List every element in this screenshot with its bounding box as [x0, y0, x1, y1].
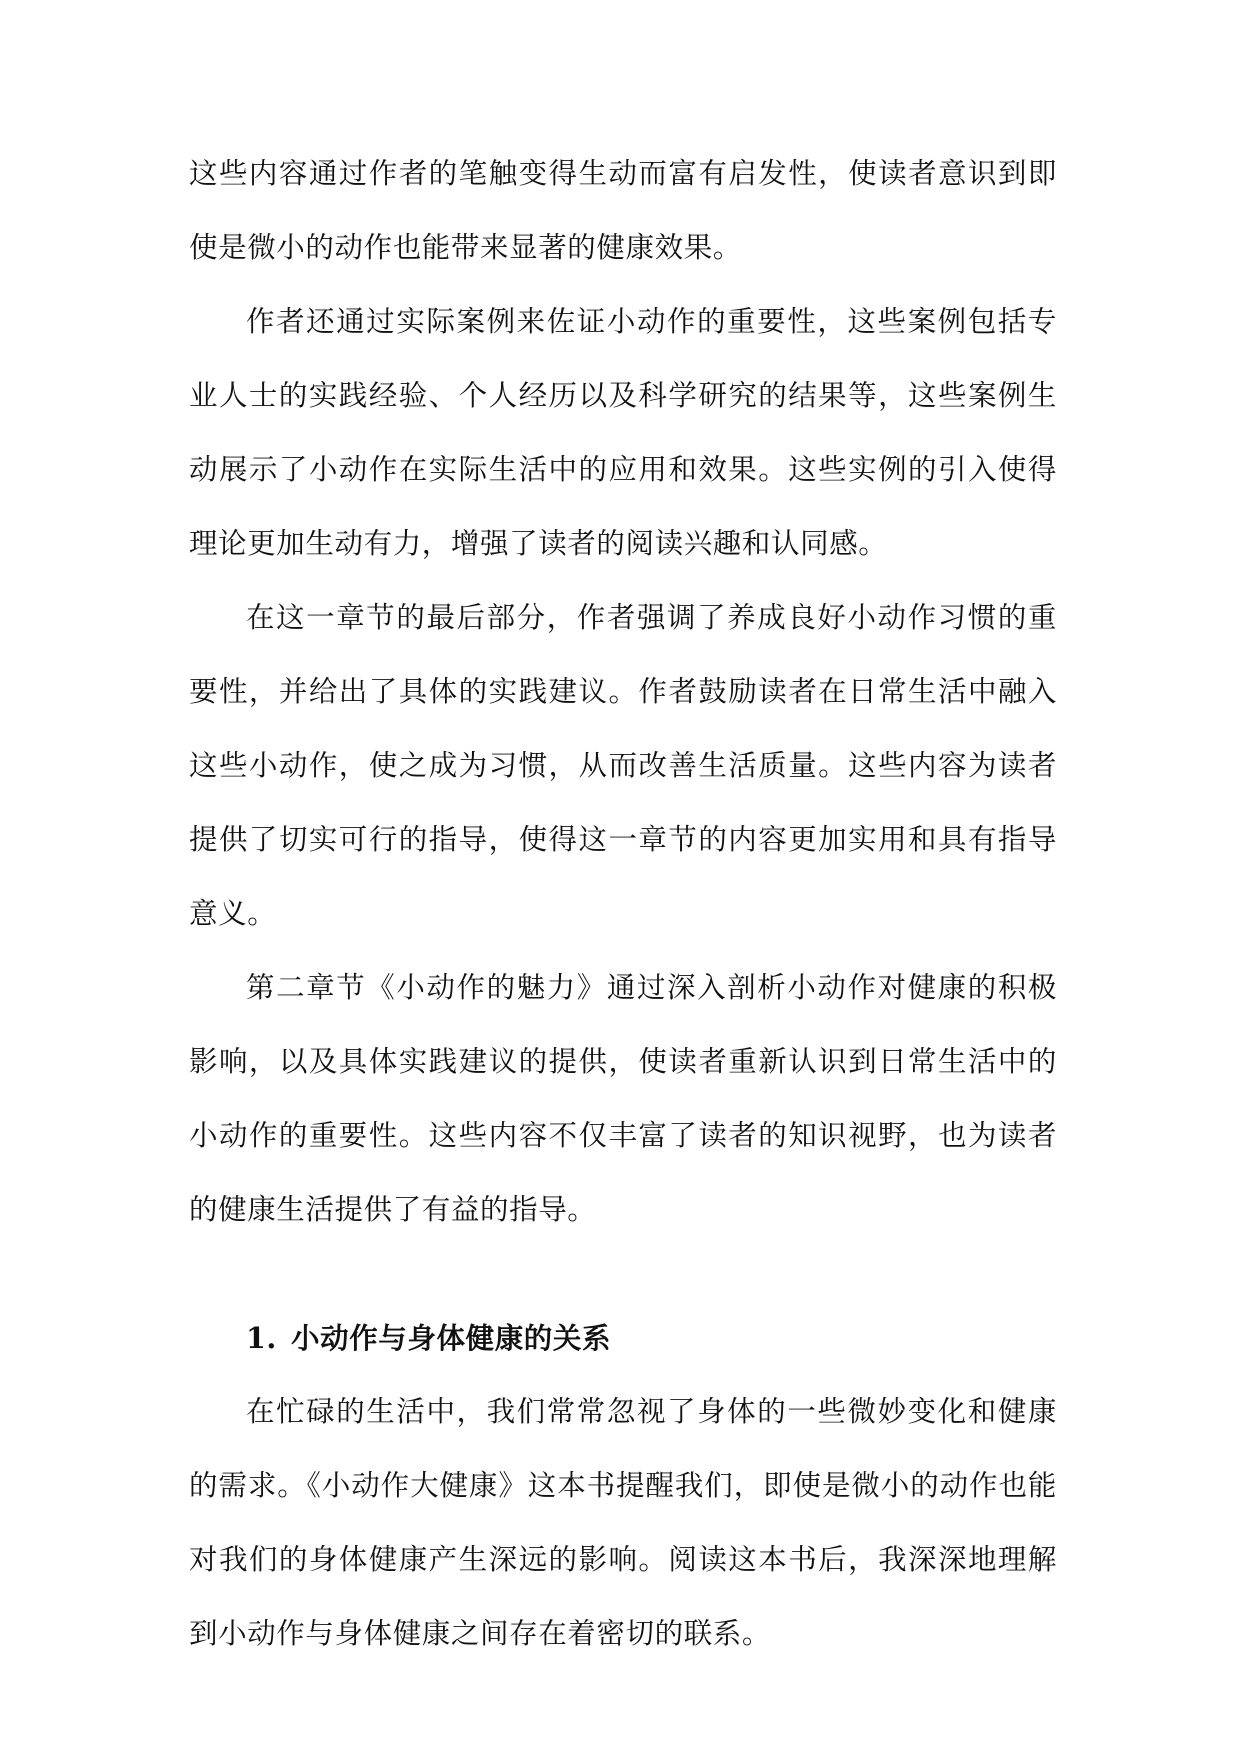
section-number: 1. — [246, 1321, 277, 1355]
body-paragraph-1: 这些内容通过作者的笔触变得生动而富有启发性，使读者意识到即使是微小的动作也能带来显著的健康效果。 — [189, 157, 1057, 264]
section-heading — [189, 1301, 1057, 1375]
body-paragraph-2: 作者还通过实际案例来佐证小动作的重要性，这些案例包括专业人士的实践经验、个人经历以及科学研究的结果等，这些案例生动展示了小动作在实际生活中的应用和效果。这些实例的引入使得理论更加生动有力，增强了读者的阅读兴趣和认同感。 — [189, 305, 1057, 560]
section-paragraph-1: 在忙碌的生活中，我们常常忽视了身体的一些微妙变化和健康的需求。《小动作大健康》这本书提醒我们，即使是微小的动作也能对我们的身体健康产生深远的影响。阅读这本书后，我深深地理解到小动作与身体健康之间存在着密切的联系。 — [189, 1395, 1057, 1650]
body-paragraph-4: 第二章节《小动作的魅力》通过深入剖析小动作对健康的积极影响，以及具体实践建议的提供，使读者重新认识到日常生活中的小动作的重要性。这些内容不仅丰富了读者的知识视野，也为读者的健康生活提供了有益的指导。 — [189, 971, 1057, 1226]
body-paragraph-3: 在这一章节的最后部分，作者强调了养成良好小动作习惯的重要性，并给出了具体的实践建议。作者鼓励读者在日常生活中融入这些小动作，使之成为习惯，从而改善生活质量。这些内容为读者提供了切实可行的指导，使得这一章节的内容更加实用和具有指导意义。 — [189, 601, 1057, 930]
document-body — [189, 137, 1057, 1671]
section-title: 小动作与身体健康的关系 — [291, 1321, 612, 1355]
